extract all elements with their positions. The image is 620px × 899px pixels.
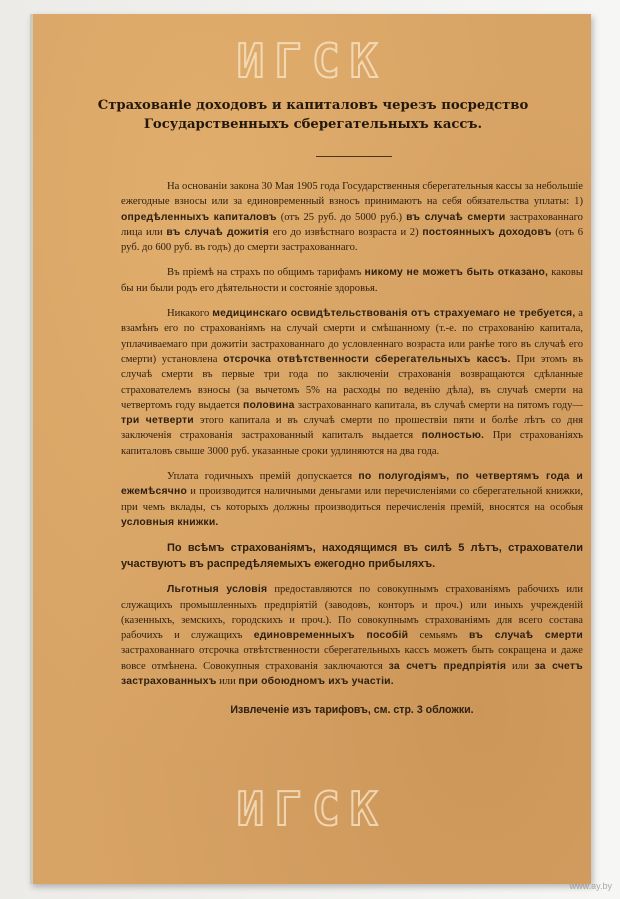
profit-participation-paragraph: По всѣмъ страхованіямъ, находящимся въ силѣ 5 лѣтъ, страхователи участвуютъ въ распредѣляемыхъ ежегодно прибыляхъ. [121,542,583,571]
text-run: предоставляются по совокупнымъ страхованіямъ рабочихъ или служащихъ промышленныхъ предпріятій (заводовъ, конторъ и проч.) или иныхъ учрежденій (казенныхъ, земскихъ, городскихъ и проч.). По совокупнымъ страхованіямъ для всего состава рабочихъ и служащихъ [121,584,584,642]
paragraph-3 [121,306,583,459]
document-body [121,179,583,729]
text-run: При страхованіяхъ капиталовъ свыше 3000 руб. указанные сроки удлиняются на два года. [121,430,584,457]
emphasis-text: постоянныхъ доходовъ [422,226,552,238]
text-run: или [216,676,239,688]
emphasis-text: половина [242,399,295,411]
text-run: и производится наличными деньгами или перечисленіями со сберегательной книжки, при чемъ вклады, съ которыхъ должны производиться перечисленія премій, вносятся на особыя [121,486,583,513]
text-run: Никакого [167,308,213,320]
document-page [30,14,591,884]
text-run: застрахованнаго лица или [121,211,583,238]
emphasis-text: опредѣленныхъ капиталовъ [121,211,277,223]
emphasis-text: за счетъ застрахованныхъ [121,660,583,688]
title-line-1: Страхованіе доходовъ и капиталовъ черезъ посредство [97,98,529,113]
text-run: застрахованнаго отсрочка отвѣтственности сберегательныхъ кассъ можетъ быть сокращена и даже вовсе отмѣнена. Совокупныя страхованія заключаются [121,645,583,672]
emphasis-text: по полугодіямъ, по четвертямъ года и ежемѣсячно [121,471,583,498]
text-run: семьямъ [408,630,469,642]
text-run: застрахованнаго капитала, въ случаѣ смерти на пятомъ году— [294,399,583,411]
tariff-extract-note: Извлеченіе изъ тарифовъ, см. стр. 3 обложки. [230,704,474,717]
emphasis-text: никому не можетъ быть отказано, [364,267,549,279]
site-watermark: www.ay.by [569,881,612,891]
emphasis-text: при обоюдномъ ихъ участіи. [238,676,394,688]
paragraph-2 [121,265,583,296]
title-divider [316,156,392,157]
emphasis-text: условныя книжки. [121,516,219,528]
document-title [93,96,533,134]
perforation-top [33,34,591,88]
text-run: (отъ 25 руб. до 5000 руб.) [276,211,407,223]
emphasis-text: Льготныя условія [167,584,268,596]
emphasis-text: отсрочка отвѣтственности сберегательныхъ кассъ. [223,353,511,365]
emphasis-text: въ случаѣ смерти [468,630,584,642]
text-run: каковы бы ни были родъ его дѣятельности и состояніе здоровья. [121,267,583,294]
text-run: (отъ 6 руб. до 600 руб. въ годъ) до смерти застрахованнаго. [121,226,584,254]
text-run: его до извѣстнаго возраста и 2) [269,226,423,238]
emphasis-text: единовременныхъ пособій [253,630,409,642]
perforation-top-text: ИГСК [236,34,388,88]
text-run: При этомъ въ случаѣ смерти въ первые три года по заключеніи страхованія возвращаются сдѣланные страхователемъ взносы (за вычетомъ 5% на расходы по веденію дѣла), въ случаѣ смерти на четвертомъ году выдается [121,353,583,411]
paragraph-benefits [121,582,583,689]
perforation-bottom-text: ИГСК [236,782,388,836]
emphasis-text: медицинскаго освидѣтельствованія отъ страхуемаго не требуется, [212,308,576,320]
paragraph-1 [121,179,583,255]
emphasis-text: полностью. [421,430,485,442]
perforation-bottom [33,782,591,836]
text-run: На основаніи закона 30 Мая 1905 года Государственныя сберегательныя кассы за небольшіе ежегодные взносы или за единовременный взносъ принимаютъ на себя обязательства уплаты: 1) [121,181,583,208]
paragraph-4 [121,469,583,530]
text-run: Уплата годичныхъ премій допускается [167,471,359,483]
emphasis-text: три четверти [121,415,194,427]
text-run: а взамѣнъ его по страхованіямъ на случай смерти и смѣшанному (т.-е. по страхованію капитала, уплачиваемаго при дожитіи застрахованнаго до условленнаго возраста или ранѣе того въ случаѣ его смерти) установлена [121,308,583,365]
title-line-2: Государственныхъ сберегательныхъ кассъ. [143,117,483,132]
text-run: или [506,660,535,672]
emphasis-text: въ случаѣ дожитія [166,226,270,238]
text-run: Въ пріемѣ на страхъ по общимъ тарифамъ [167,267,365,279]
emphasis-text: за счетъ предпріятія [388,660,507,672]
text-run: этого капитала и въ случаѣ смерти по прошествіи пяти и болѣе лѣтъ со дня заключенія страхованія застрахованный капиталъ выдается [121,415,583,442]
emphasis-text: въ случаѣ смерти [406,211,506,223]
